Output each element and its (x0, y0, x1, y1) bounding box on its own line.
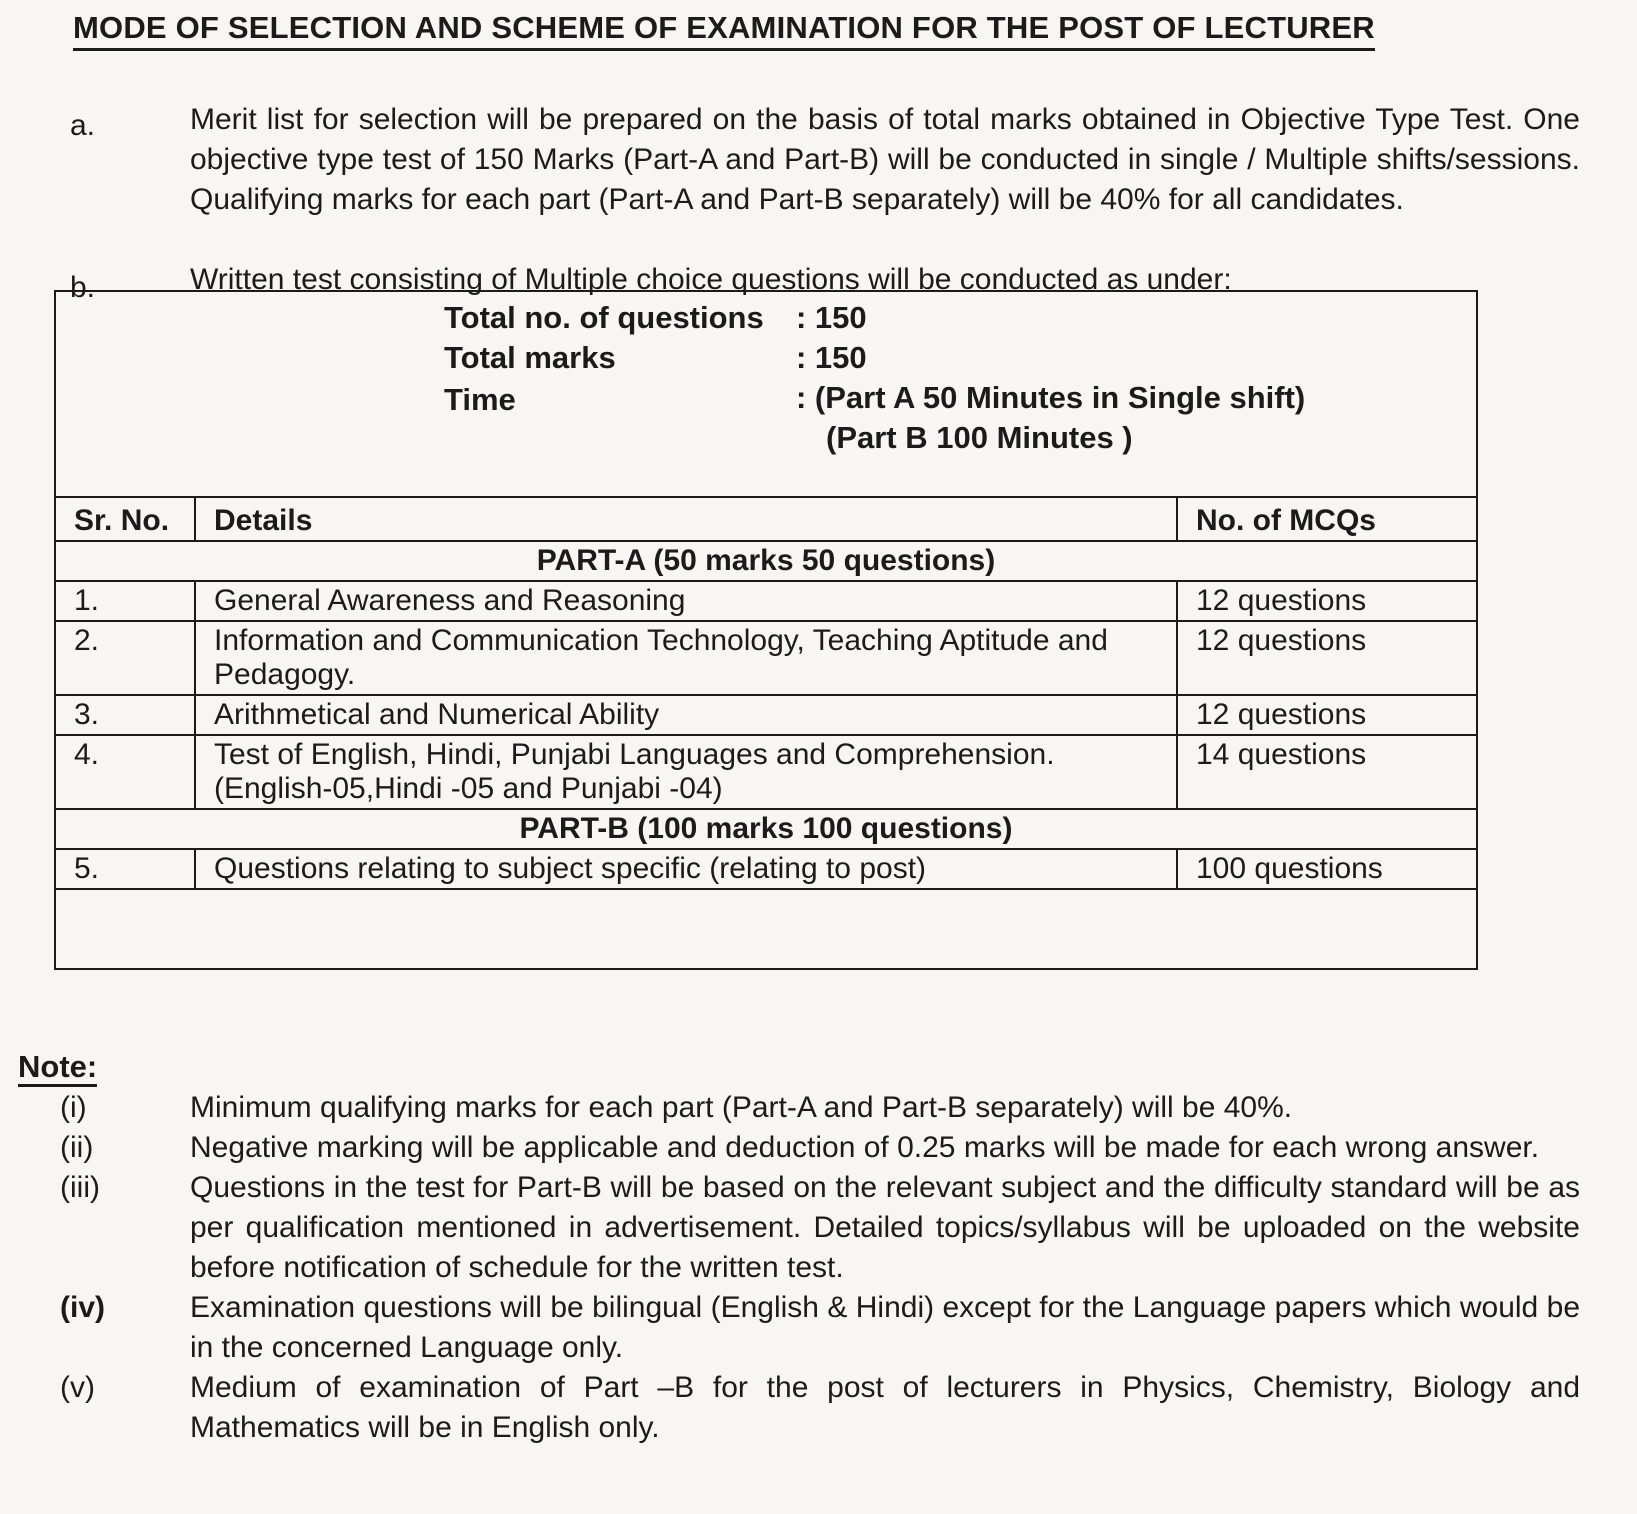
note-number: (iv) (60, 1291, 105, 1324)
row-details: Arithmetical and Numerical Ability (195, 695, 1177, 735)
paragraph-a-text: Merit list for selection will be prepared on the basis of total marks obtained in Objective Type Test. One objective type test of 150 Marks (Part-A and Part-B) will be conducted in single / Multiple shifts/sessions. Qualifying marks for each part (Part-A and Part-B separately) will be 40% for all candidates. (190, 103, 1580, 216)
paragraph-b-marker: b. (70, 271, 96, 304)
time-label: Time (444, 382, 516, 417)
row-details-cell (195, 735, 1177, 809)
note-text: Negative marking will be applicable and deduction of 0.25 marks will be made for each wrong answer. (190, 1131, 1540, 1164)
table-row (55, 735, 1477, 809)
row-sr-no: 3. (55, 695, 195, 735)
row-mcqs: 12 questions (1177, 581, 1477, 621)
table-row (55, 581, 1477, 621)
table-row (55, 621, 1477, 695)
note-heading: Note: (18, 1050, 97, 1087)
row-sr-no: 1. (55, 581, 195, 621)
part-a-row (55, 541, 1477, 581)
row-mcqs: 14 questions (1177, 735, 1477, 809)
paragraph-a-marker: a. (70, 109, 96, 142)
row-sr-no: 2. (55, 621, 195, 695)
mcq-table (54, 496, 1478, 890)
total-questions-value: : 150 (796, 300, 867, 335)
table-row (55, 695, 1477, 735)
row-mcqs: 12 questions (1177, 621, 1477, 695)
time-value-part-a: : (Part A 50 Minutes in Single shift) (796, 380, 1306, 415)
header-sr-no: Sr. No. (55, 497, 195, 541)
total-marks-value: : 150 (796, 340, 867, 375)
note-list (60, 1088, 1580, 1448)
row-sr-no: 4. (55, 735, 195, 809)
row-details: Questions relating to subject specific (relating to post) (195, 849, 1177, 889)
note-number: (v) (60, 1371, 95, 1404)
time-value-part-b: (Part B 100 Minutes ) (826, 420, 1133, 455)
header-details: Details (195, 497, 1177, 541)
table-header-row (55, 497, 1477, 541)
part-b-row (55, 809, 1477, 849)
note-item (60, 1128, 1580, 1168)
note-item (60, 1368, 1580, 1448)
note-item (60, 1088, 1580, 1128)
note-number: (i) (60, 1091, 87, 1124)
row-details: Test of English, Hindi, Punjabi Languages and Comprehension. (214, 738, 1055, 771)
document-title: MODE OF SELECTION AND SCHEME OF EXAMINATION FOR THE POST OF LECTURER (73, 10, 1375, 51)
paragraph-a (70, 100, 1580, 260)
table-row (55, 849, 1477, 889)
note-item (60, 1288, 1580, 1368)
note-text: Minimum qualifying marks for each part (Part-A and Part-B separately) will be 40%. (190, 1091, 1293, 1124)
note-text: Questions in the test for Part-B will be based on the relevant subject and the difficulty standard will be as per qualification mentioned in advertisement. Detailed topics/syllabus will be uploaded on the website before notification of schedule for the written test. (190, 1171, 1580, 1284)
note-text: Medium of examination of Part –B for the post of lecturers in Physics, Chemistry, Biology and Mathematics will be in English only. (190, 1371, 1580, 1444)
row-details-breakdown: (English-05,Hindi -05 and Punjabi -04) (214, 772, 723, 805)
row-mcqs: 100 questions (1177, 849, 1477, 889)
row-details: Information and Communication Technology, Teaching Aptitude and Pedagogy. (195, 621, 1177, 695)
paragraph-b-text: Written test consisting of Multiple choice questions will be conducted as under: (190, 263, 1232, 296)
note-text: Examination questions will be bilingual (English & Hindi) except for the Language papers which would be in the concerned Language only. (190, 1291, 1580, 1364)
part-a-heading: PART-A (50 marks 50 questions) (55, 541, 1477, 581)
total-questions-label: Total no. of questions (444, 300, 764, 335)
row-mcqs: 12 questions (1177, 695, 1477, 735)
row-details: General Awareness and Reasoning (195, 581, 1177, 621)
note-item (60, 1168, 1580, 1288)
row-sr-no: 5. (55, 849, 195, 889)
note-number: (iii) (60, 1171, 100, 1204)
total-marks-label: Total marks (444, 340, 616, 375)
part-b-heading: PART-B (100 marks 100 questions) (55, 809, 1477, 849)
header-no-of-mcqs: No. of MCQs (1177, 497, 1477, 541)
note-number: (ii) (60, 1131, 94, 1164)
